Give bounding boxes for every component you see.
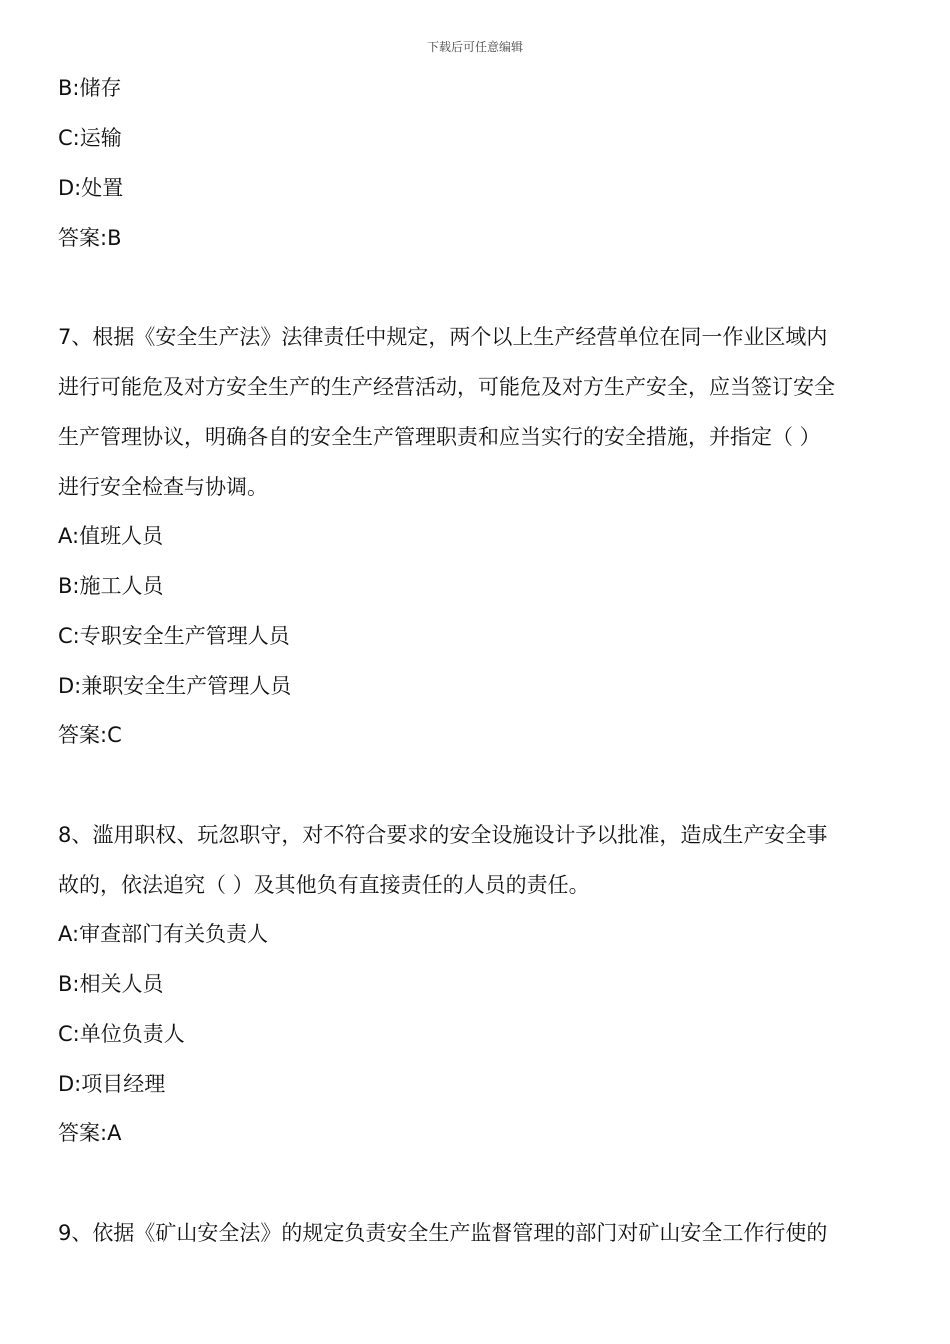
q8-option-a: A:审查部门有关负责人 — [58, 922, 269, 946]
q8-option-d: D:项目经理 — [58, 1072, 166, 1096]
q7-text-line-4: 进行安全检查与协调。 — [58, 475, 268, 499]
q6-option-d: D:处置 — [58, 176, 124, 200]
q7-option-c: C:专职安全生产管理人员 — [58, 624, 290, 648]
q8-option-c: C:单位负责人 — [58, 1022, 185, 1046]
q8-option-b: B:相关人员 — [58, 972, 164, 996]
q7-text-line-3: 生产管理协议，明确各自的安全生产管理职责和应当实行的安全措施，并指定（ ） — [58, 425, 821, 449]
q7-answer: 答案:C — [58, 723, 122, 747]
q9-text-line-1: 9、依据《矿山安全法》的规定负责安全生产监督管理的部门对矿山安全工作行使的 — [58, 1221, 828, 1245]
q8-text-line-1: 8、滥用职权、玩忽职守，对不符合要求的安全设施设计予以批准，造成生产安全事 — [58, 823, 828, 847]
q7-option-d: D:兼职安全生产管理人员 — [58, 674, 292, 698]
q8-answer: 答案:A — [58, 1121, 122, 1145]
q6-option-c: C:运输 — [58, 126, 122, 150]
q7-text-line-2: 进行可能危及对方安全生产的生产经营活动，可能危及对方生产安全，应当签订安全 — [58, 375, 835, 399]
q7-option-a: A:值班人员 — [58, 524, 164, 548]
page-header: 下载后可任意编辑 — [426, 40, 523, 54]
q6-option-b: B:储存 — [58, 76, 122, 100]
q6-answer: 答案:B — [58, 226, 122, 250]
q7-text-line-1: 7、根据《安全生产法》法律责任中规定，两个以上生产经营单位在同一作业区域内 — [58, 325, 828, 349]
q8-text-line-2: 故的，依法追究（ ）及其他负有直接责任的人员的责任。 — [58, 873, 590, 897]
q7-option-b: B:施工人员 — [58, 574, 164, 598]
